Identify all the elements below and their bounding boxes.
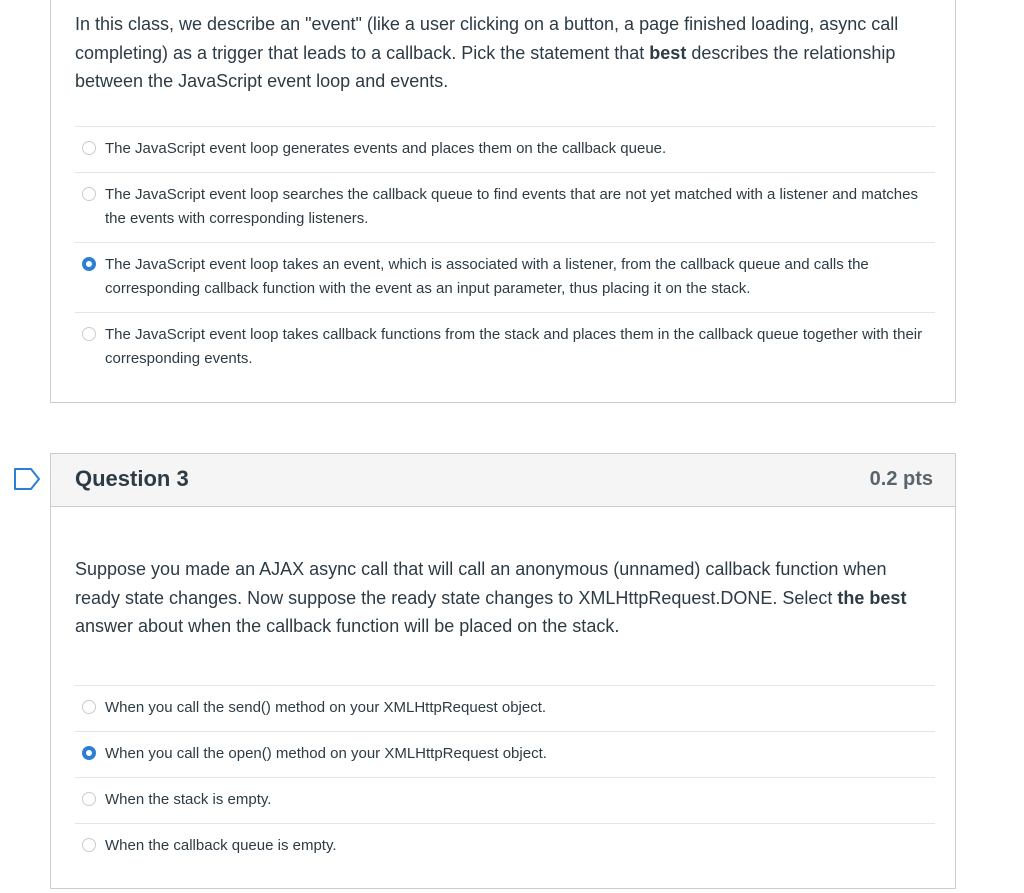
flag-question-icon[interactable] (13, 468, 41, 490)
answer-option[interactable] (75, 172, 935, 242)
answer-option[interactable] (75, 731, 935, 777)
question-points: 0.2 pts (869, 468, 933, 490)
answer-option[interactable] (75, 685, 935, 731)
radio-button-icon[interactable] (82, 792, 96, 806)
radio-button-icon[interactable] (82, 141, 96, 155)
question-3-answers (75, 685, 935, 869)
answer-option[interactable] (75, 242, 935, 312)
question-3-text: Suppose you made an AJAX async call that will call an anonymous (unnamed) callback function when ready state changes. Now suppose the ready state changes to XMLHttpRequest.DONE. Select the best answer about when the callback function will be placed on the stack. (75, 559, 907, 636)
answer-label: When the stack is empty. (105, 791, 272, 808)
answer-option[interactable] (75, 312, 935, 382)
radio-button-icon[interactable] (82, 746, 96, 760)
answer-option[interactable] (75, 777, 935, 823)
radio-button-icon[interactable] (82, 187, 96, 201)
answer-label: The JavaScript event loop generates events and places them on the callback queue. (105, 140, 667, 157)
radio-button-icon[interactable] (82, 257, 96, 271)
question-2-text: In this class, we describe an "event" (like a user clicking on a button, a page finished loading, async call completing) as a trigger that leads to a callback. Pick the statement that best describes the relationship between the JavaScript event loop and events. (75, 14, 899, 91)
question-2-answers (75, 126, 935, 382)
answer-label: The JavaScript event loop takes an event, which is associated with a listener, from the callback queue and calls the corresponding callback function with the event as an input parameter, thus placing it on the stack. (105, 256, 869, 297)
question-header (51, 454, 955, 507)
answer-option[interactable] (75, 126, 935, 172)
radio-button-icon[interactable] (82, 327, 96, 341)
question-title: Question 3 (75, 466, 189, 491)
answer-label: When the callback queue is empty. (105, 837, 337, 854)
answer-option[interactable] (75, 823, 935, 869)
answer-label: When you call the send() method on your XMLHttpRequest object. (105, 699, 547, 716)
answer-label: The JavaScript event loop takes callback functions from the stack and places them in the callback queue together with their corresponding events. (105, 326, 923, 367)
radio-button-icon[interactable] (82, 838, 96, 852)
question-card-3 (50, 453, 956, 889)
answer-label: The JavaScript event loop searches the callback queue to find events that are not yet matched with a listener and matches the events with corresponding listeners. (105, 186, 918, 227)
answer-label: When you call the open() method on your XMLHttpRequest object. (105, 745, 547, 762)
radio-button-icon[interactable] (82, 700, 96, 714)
question-card-2 (50, 0, 956, 403)
